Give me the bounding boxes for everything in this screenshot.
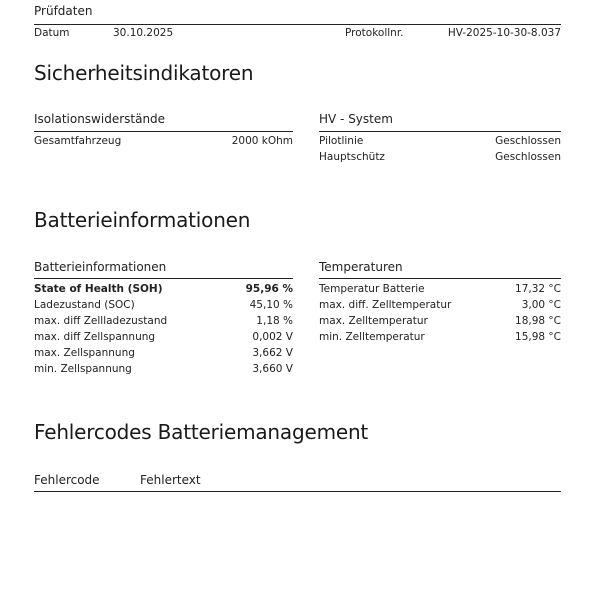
temps-heading: Temperaturen [319,260,403,274]
protocol-value: HV-2025-10-30-8.037 [447,27,561,39]
hv-row [319,135,561,147]
row-label: max. Zelltemperatur [319,315,428,327]
isolation-rule [34,131,293,132]
battery-info-row [34,315,293,327]
row-label: min. Zellspannung [34,363,132,375]
battery-info-row [34,363,293,375]
row-label: State of Health (SOH) [34,283,163,295]
row-value: 15,98 °C [515,331,561,343]
battery-section-title: Batterieinformationen [34,208,251,232]
temps-row [319,315,561,327]
row-value: 17,32 °C [515,283,561,295]
fault-code-column-header: Fehlercode [34,473,100,487]
protocol-label: Protokollnr. [345,27,404,39]
hv-heading: HV - System [319,112,393,126]
header-rule [34,24,561,25]
row-label: max. Zellspannung [34,347,135,359]
row-value: Geschlossen [495,151,561,163]
row-value: 0,002 V [252,331,293,343]
date-label: Datum [34,27,70,39]
hv-rule [319,131,561,132]
faults-table-rule [34,491,561,492]
row-label: max. diff. Zelltemperatur [319,299,452,311]
hv-row [319,151,561,163]
row-label: Ladezustand (SOC) [34,299,135,311]
row-value: 3,00 °C [521,299,561,311]
temps-row [319,299,561,311]
battery-info-row [34,299,293,311]
row-label: Temperatur Batterie [319,283,425,295]
row-label: max. diff Zellladezustand [34,315,168,327]
row-value: 1,18 % [256,315,293,327]
battery-info-row [34,347,293,359]
safety-section-title: Sicherheitsindikatoren [34,61,254,85]
row-value: 2000 kOhm [231,135,293,147]
row-value: 45,10 % [249,299,293,311]
faults-section-title: Fehlercodes Batteriemanagement [34,420,369,444]
row-value: 18,98 °C [515,315,561,327]
row-label: Hauptschütz [319,151,385,163]
row-label: min. Zelltemperatur [319,331,425,343]
battery-info-rule [34,278,293,279]
report-title: Prüfdaten [34,4,93,18]
temps-row [319,283,561,295]
temps-row [319,331,561,343]
row-value: 95,96 % [245,283,293,295]
isolation-heading: Isolationswiderstände [34,112,166,126]
battery-info-row [34,283,293,295]
fault-text-column-header: Fehlertext [140,473,201,487]
row-label: Gesamtfahrzeug [34,135,122,147]
row-label: Pilotlinie [319,135,364,147]
battery-info-heading: Batterieinformationen [34,260,167,274]
row-value: 3,660 V [252,363,293,375]
date-value: 30.10.2025 [113,27,174,39]
temps-rule [319,278,561,279]
isolation-row [34,135,293,147]
row-value: 3,662 V [252,347,293,359]
row-value: Geschlossen [495,135,561,147]
battery-info-row [34,331,293,343]
row-label: max. diff Zellspannung [34,331,156,343]
